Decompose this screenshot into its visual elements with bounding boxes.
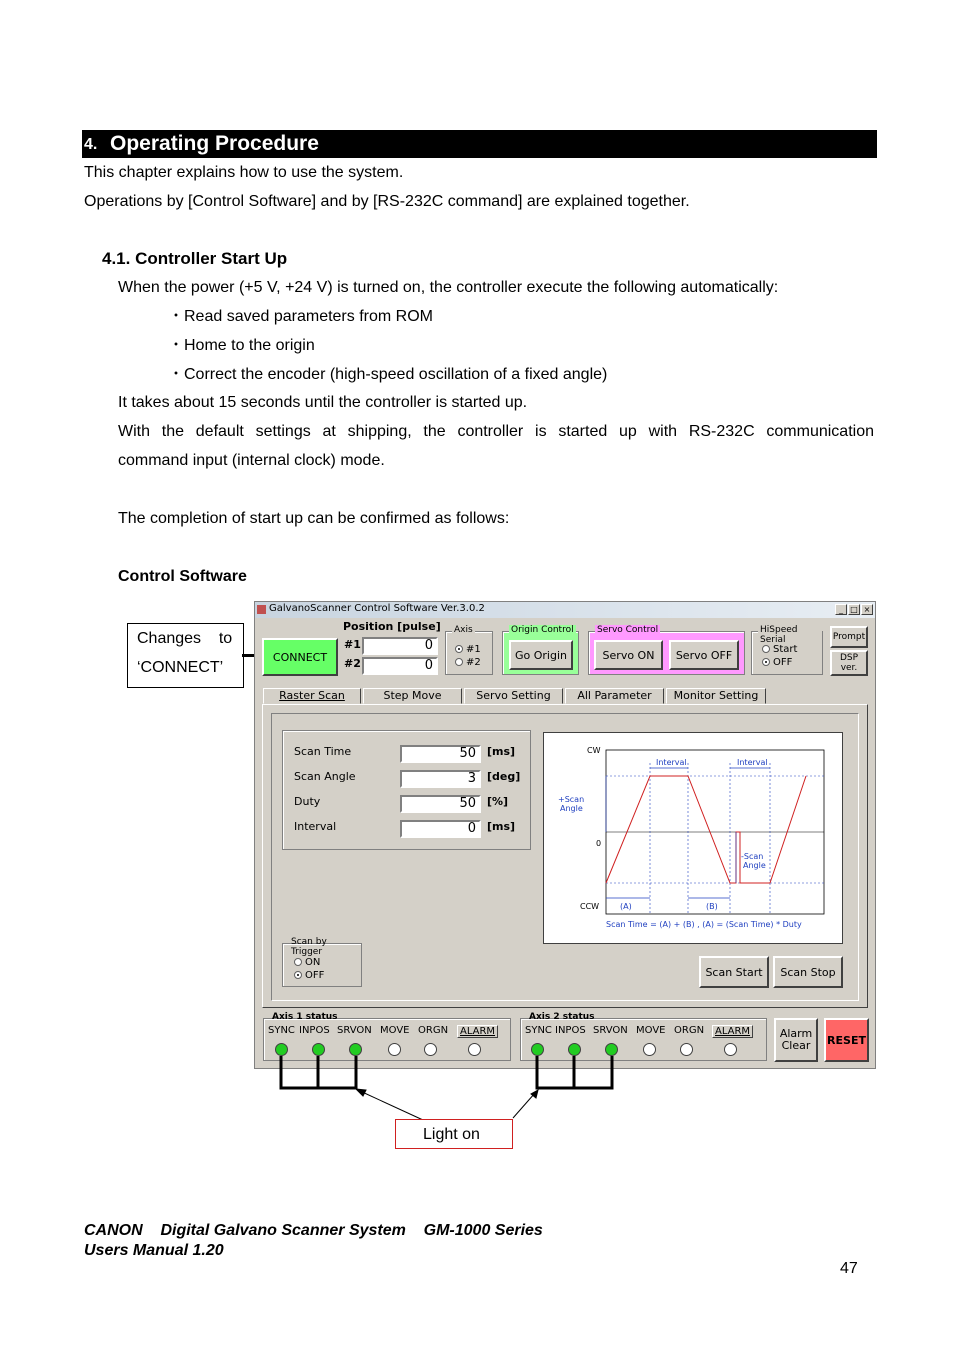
paragraph-3b: command input (internal clock) mode. bbox=[118, 452, 385, 469]
duty-field[interactable]: 50 bbox=[400, 795, 481, 813]
tab-all-parameter[interactable]: All Parameter bbox=[565, 688, 664, 704]
trigger-off-label: OFF bbox=[305, 970, 325, 981]
label-a: (A) bbox=[620, 902, 632, 911]
label-ccw: CCW bbox=[580, 902, 600, 911]
arrow-left-head bbox=[356, 1089, 366, 1096]
arrow-left bbox=[360, 1091, 423, 1120]
param-label-scan-time: Scan Time bbox=[294, 745, 352, 758]
close-icon[interactable]: × bbox=[861, 604, 873, 615]
minimize-icon[interactable]: _ bbox=[835, 604, 847, 615]
dsp-version-line-2: ver. bbox=[840, 663, 858, 673]
label-interval-2: Interval bbox=[737, 758, 768, 767]
callout-light-on bbox=[395, 1119, 513, 1149]
paragraph-2: It takes about 15 seconds until the controller is started up. bbox=[118, 394, 528, 411]
axis1-inpos-label: INPOS bbox=[299, 1025, 330, 1036]
param-unit-duty: [%] bbox=[487, 795, 509, 808]
pos1-field[interactable]: 0 bbox=[362, 637, 438, 655]
axis2-move-label: MOVE bbox=[636, 1025, 666, 1036]
callout-connect-line-2: ‘CONNECT’ bbox=[137, 659, 224, 676]
tab-raster-scan[interactable]: Raster Scan bbox=[263, 688, 361, 704]
chapter-title: Operating Procedure bbox=[110, 132, 319, 155]
param-label-interval: Interval bbox=[294, 820, 337, 833]
origin-control-label: Origin Control bbox=[511, 625, 574, 635]
axis1-status-label: Axis 1 status bbox=[272, 1012, 338, 1022]
scan-time-formula: Scan Time = (A) + (B) , (A) = (Scan Time) * Duty bbox=[606, 920, 802, 929]
axis2-sync-label: SYNC bbox=[525, 1025, 552, 1036]
label-zero: 0 bbox=[596, 839, 602, 848]
param-unit-interval: [ms] bbox=[487, 820, 516, 833]
arrow-right bbox=[513, 1093, 535, 1118]
axis1-srvon-label: SRVON bbox=[337, 1025, 372, 1036]
axis2-label: #2 bbox=[466, 657, 481, 668]
alarm-clear-line-2: Clear bbox=[781, 1039, 811, 1052]
hispeed-off-label: OFF bbox=[773, 657, 793, 668]
intro-line-1: This chapter explains how to use the system. bbox=[84, 164, 404, 181]
tab-servo-setting[interactable]: Servo Setting bbox=[464, 688, 563, 704]
paragraph-1: When the power (+5 V, +24 V) is turned on, the controller execute the following automatically: bbox=[118, 279, 779, 296]
scan-angle-field[interactable]: 3 bbox=[400, 770, 481, 788]
axis1-move-label: MOVE bbox=[380, 1025, 410, 1036]
pos2-field[interactable]: 0 bbox=[362, 657, 438, 675]
axis1-alarm-button[interactable]: ALARM bbox=[457, 1025, 498, 1038]
param-unit-scan-angle: [deg] bbox=[487, 770, 521, 783]
subheading-control-software: Control Software bbox=[118, 568, 247, 585]
prompt-button[interactable]: Prompt bbox=[830, 626, 868, 648]
paragraph-3a: With the default settings at shipping, the controller is started up with RS-232C communication bbox=[118, 423, 874, 440]
label-plus-scan: +Scan bbox=[558, 795, 585, 804]
scan-stop-button[interactable]: Scan Stop bbox=[773, 956, 843, 988]
label-minus-scan: -Scan bbox=[741, 852, 764, 861]
hispeed-serial-label: HiSpeed Serial bbox=[758, 625, 822, 645]
bullet-1: ・Read saved parameters from ROM bbox=[168, 308, 433, 325]
footer-line-2: Users Manual 1.20 bbox=[84, 1242, 224, 1259]
maximize-icon[interactable]: □ bbox=[848, 604, 860, 615]
chapter-number: 4. bbox=[84, 136, 98, 153]
axis-group-label: Axis bbox=[454, 625, 473, 635]
page-number: 47 bbox=[840, 1260, 858, 1277]
axis1-sync-label: SYNC bbox=[268, 1025, 295, 1036]
param-label-duty: Duty bbox=[294, 795, 321, 808]
label-plus-angle: Angle bbox=[560, 804, 583, 813]
label-interval-1: Interval bbox=[656, 758, 687, 767]
position-label: Position [pulse] bbox=[343, 620, 441, 633]
callout-connect-line-1: Changes to bbox=[137, 630, 233, 647]
axis1-orgn-label: ORGN bbox=[418, 1025, 449, 1036]
footer-line-1: CANON Digital Galvano Scanner System GM-1000 Series bbox=[84, 1222, 543, 1239]
axis2-srvon-label: SRVON bbox=[593, 1025, 628, 1036]
scan-trigger-label: Scan by Trigger bbox=[291, 937, 327, 957]
axis2-status-label: Axis 2 status bbox=[529, 1012, 595, 1022]
pos1-label: #1 bbox=[344, 638, 361, 651]
pos2-label: #2 bbox=[344, 657, 361, 670]
label-cw: CW bbox=[587, 746, 601, 755]
axis2-alarm-button[interactable]: ALARM bbox=[712, 1025, 753, 1038]
axis1-label: #1 bbox=[466, 644, 481, 655]
reset-button[interactable]: RESET bbox=[824, 1018, 869, 1062]
dsp-version-line-1: DSP bbox=[839, 653, 859, 663]
label-minus-angle: Angle bbox=[743, 861, 766, 870]
axis2-orgn-label: ORGN bbox=[674, 1025, 705, 1036]
hispeed-start-label: Start bbox=[773, 644, 798, 655]
interval-field[interactable]: 0 bbox=[400, 820, 481, 838]
intro-line-2: Operations by [Control Software] and by [RS-232C command] are explained together. bbox=[84, 193, 690, 210]
go-origin-button[interactable]: Go Origin bbox=[509, 640, 573, 670]
trigger-on-label: ON bbox=[305, 957, 321, 968]
bullet-3: ・Correct the encoder (high-speed oscillation of a fixed angle) bbox=[168, 366, 608, 383]
param-label-scan-angle: Scan Angle bbox=[294, 770, 356, 783]
tab-monitor-setting[interactable]: Monitor Setting bbox=[666, 688, 766, 704]
servo-on-button[interactable]: Servo ON bbox=[594, 640, 663, 670]
param-unit-scan-time: [ms] bbox=[487, 745, 516, 758]
alarm-clear-line-1: Alarm bbox=[779, 1027, 813, 1040]
callout-light-on-text: Light on bbox=[423, 1126, 480, 1143]
axis2-inpos-label: INPOS bbox=[555, 1025, 586, 1036]
scan-start-button[interactable]: Scan Start bbox=[699, 956, 769, 988]
window-title: GalvanoScanner Control Software Ver.3.0.2 bbox=[269, 603, 485, 614]
servo-off-button[interactable]: Servo OFF bbox=[669, 640, 739, 670]
label-b: (B) bbox=[706, 902, 718, 911]
tab-step-move[interactable]: Step Move bbox=[363, 688, 462, 704]
connect-button[interactable]: CONNECT bbox=[262, 638, 338, 676]
paragraph-4: The completion of start up can be confirmed as follows: bbox=[118, 510, 510, 527]
scan-time-field[interactable]: 50 bbox=[400, 745, 481, 763]
section-heading: 4.1. Controller Start Up bbox=[102, 249, 288, 268]
bullet-2: ・Home to the origin bbox=[168, 337, 315, 354]
servo-control-label: Servo Control bbox=[597, 625, 659, 635]
